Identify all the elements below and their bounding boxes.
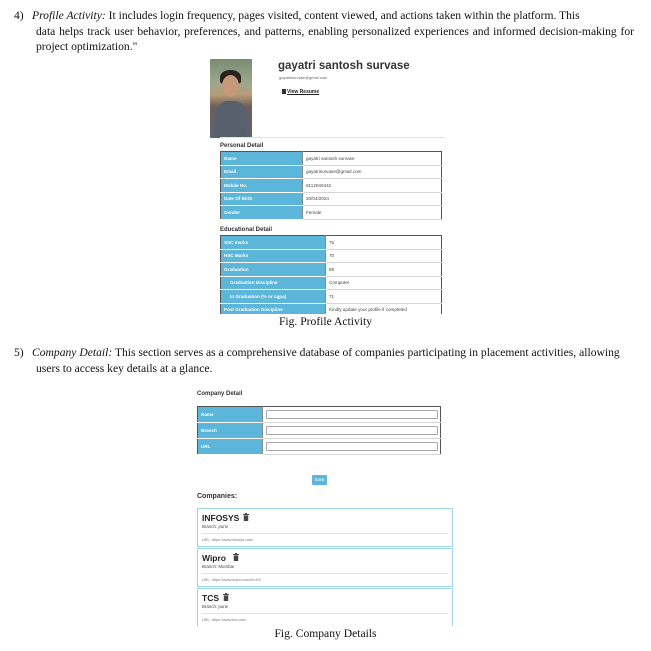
row-key: SSC marks bbox=[221, 236, 326, 250]
table-row bbox=[221, 290, 442, 304]
company-name: Wipro bbox=[202, 553, 227, 563]
divider bbox=[202, 613, 448, 614]
company-name: INFOSYS bbox=[202, 513, 240, 523]
table-row bbox=[221, 192, 442, 206]
document-icon bbox=[282, 89, 286, 94]
table-row bbox=[221, 303, 442, 314]
profile-photo bbox=[210, 59, 252, 138]
row-key: Email bbox=[221, 165, 303, 179]
view-resume-link[interactable] bbox=[282, 89, 319, 95]
row-value: Computer bbox=[326, 276, 442, 290]
company-branch: Branch: Mumbai bbox=[202, 564, 234, 569]
company-screenshot bbox=[192, 386, 460, 626]
row-key: HSC Marks bbox=[221, 249, 326, 263]
trash-icon[interactable] bbox=[223, 593, 229, 601]
section-label: Company Detail: bbox=[32, 346, 113, 359]
company-url[interactable]: URL: https://www.infosys.com/ bbox=[202, 538, 254, 542]
row-key: Gender bbox=[221, 206, 303, 220]
company-card bbox=[197, 508, 453, 547]
section-4-paragraph bbox=[14, 8, 634, 55]
row-key: Mobile No. bbox=[221, 179, 303, 193]
profile-email: gayatrisurvase@gmail.com bbox=[279, 75, 328, 80]
table-row bbox=[221, 249, 442, 263]
field-label: Name bbox=[198, 407, 263, 423]
company-branch-input[interactable] bbox=[266, 426, 438, 435]
table-row bbox=[221, 165, 442, 179]
row-value: 75 bbox=[326, 236, 442, 250]
form-row bbox=[198, 439, 441, 455]
section-label: Profile Activity: bbox=[32, 9, 106, 22]
field-label: Branch bbox=[198, 423, 263, 439]
row-value: Female bbox=[303, 206, 442, 220]
section-text: This section serves as a comprehensive database of companies participating in placement activities, allowing bbox=[112, 346, 620, 359]
row-value: Kindly update your profile if completed bbox=[326, 303, 442, 314]
section-text-continued: users to access key details at a glance. bbox=[36, 361, 213, 375]
section-number: 4) bbox=[14, 9, 24, 22]
row-value: gayatri santosh survase bbox=[303, 152, 442, 166]
educational-detail-title: Educational Detail bbox=[220, 227, 273, 233]
company-card bbox=[197, 548, 453, 587]
row-key: In Graduation (% or cgpa) bbox=[221, 290, 326, 304]
divider bbox=[202, 533, 448, 534]
company-branch: Branch: pune bbox=[202, 604, 229, 609]
profile-name: gayatri santosh survase bbox=[278, 60, 410, 72]
table-row bbox=[221, 179, 442, 193]
row-value: 71 bbox=[326, 290, 442, 304]
form-row bbox=[198, 407, 441, 423]
row-key: Graduation bbox=[221, 263, 326, 277]
companies-title: Companies: bbox=[197, 493, 238, 500]
table-row bbox=[221, 236, 442, 250]
row-value: gayatrisurvase@gmail.com bbox=[303, 165, 442, 179]
section-number: 5) bbox=[14, 346, 24, 359]
save-button[interactable]: Save bbox=[312, 475, 327, 485]
row-value: 88 bbox=[326, 263, 442, 277]
company-form-table bbox=[197, 406, 441, 455]
field-label: URL bbox=[198, 439, 263, 455]
row-value: 20/04/2024 bbox=[303, 192, 442, 206]
form-row bbox=[198, 423, 441, 439]
educational-detail-table bbox=[220, 235, 442, 314]
row-value: 9112040442 bbox=[303, 179, 442, 193]
table-row bbox=[221, 263, 442, 277]
company-name-input[interactable] bbox=[266, 410, 438, 419]
row-key: Name bbox=[221, 152, 303, 166]
company-url[interactable]: URL: https://www.wipro.com/en-IN/ bbox=[202, 578, 261, 582]
table-row bbox=[221, 152, 442, 166]
company-detail-title: Company Detail bbox=[197, 391, 243, 397]
section-text-continued: data helps track user behavior, preferences, and patterns, enabling personalized experiences and informed decision-making for project optimization." bbox=[36, 24, 634, 53]
row-key: Post Graduation Discipline bbox=[221, 303, 326, 314]
trash-icon[interactable] bbox=[233, 553, 239, 561]
company-branch: Branch: pune bbox=[202, 524, 229, 529]
section-5-paragraph bbox=[14, 345, 634, 376]
profile-screenshot bbox=[205, 54, 445, 314]
section-text: It includes login frequency, pages visited, content viewed, and actions taken within the platform. This bbox=[105, 9, 580, 22]
table-row bbox=[221, 206, 442, 220]
view-resume-label: View Resume bbox=[287, 89, 320, 95]
company-name: TCS bbox=[202, 593, 219, 603]
trash-icon[interactable] bbox=[243, 513, 249, 521]
row-value: 70 bbox=[326, 249, 442, 263]
personal-detail-table bbox=[220, 151, 442, 220]
company-url[interactable]: URL: https://www.tcs.com/ bbox=[202, 618, 247, 622]
divider bbox=[220, 137, 445, 138]
divider bbox=[202, 573, 448, 574]
row-key: Date Of Birth bbox=[221, 192, 303, 206]
row-key: Graduation Discipline bbox=[221, 276, 326, 290]
figure-caption-profile: Fig. Profile Activity bbox=[278, 315, 373, 328]
company-url-input[interactable] bbox=[266, 442, 438, 451]
table-row bbox=[221, 276, 442, 290]
personal-detail-title: Personal Detail bbox=[220, 143, 264, 149]
company-card bbox=[197, 588, 453, 626]
figure-caption-company: Fig. Company Details bbox=[274, 627, 377, 640]
